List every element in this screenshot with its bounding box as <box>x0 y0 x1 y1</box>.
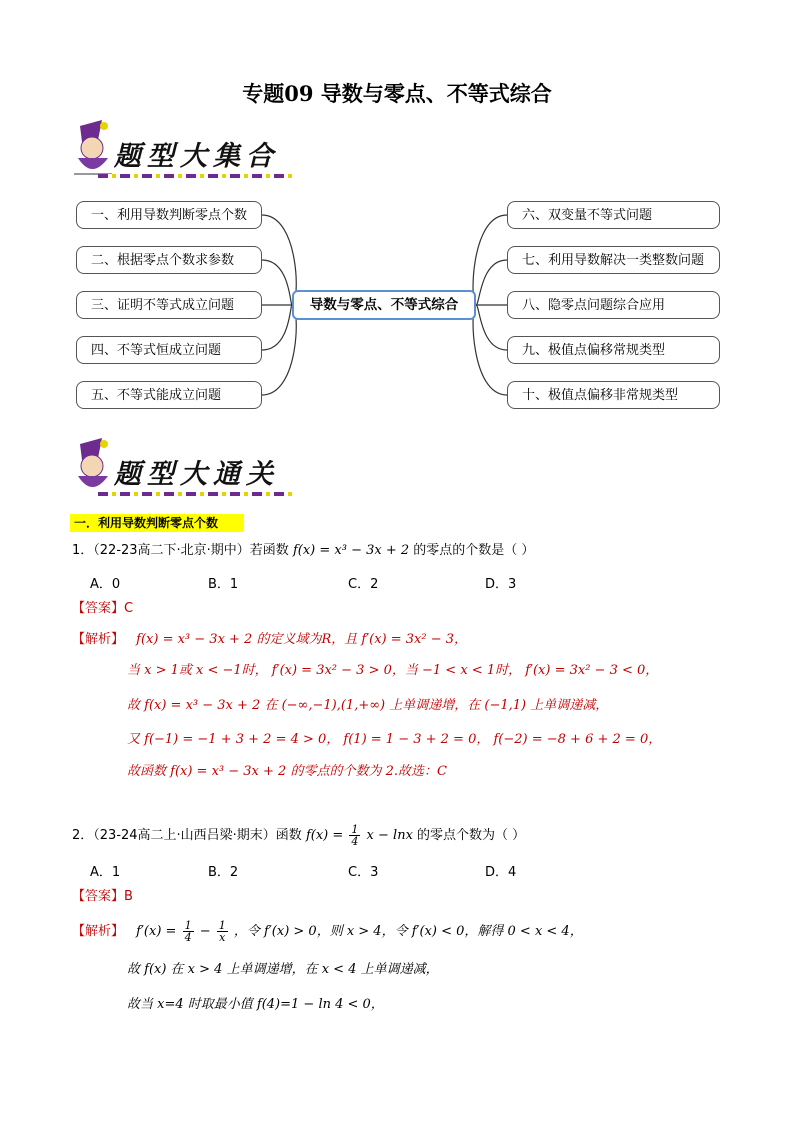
question-1-answer <box>72 599 133 619</box>
mindmap-center: 导数与零点、不等式综合 <box>292 290 476 320</box>
question-1-prompt: 的零点的个数是（ ） <box>413 543 535 558</box>
minus-sign: − <box>199 924 211 939</box>
analysis-label: 【解析】 <box>72 632 125 647</box>
analysis-label: 【解析】 <box>72 924 125 939</box>
wizard-mascot-icon <box>68 436 118 498</box>
option-a: A．0 <box>90 577 121 592</box>
page-title: 专题09 导数与零点、不等式综合 <box>242 81 552 106</box>
question-2-answer <box>72 887 133 907</box>
question-1-analysis-1 <box>72 630 467 650</box>
analysis-line: f(x) = x³ − 3x + 2 的定义域为R，且 f′(x) = 3x² − 3， <box>136 632 468 647</box>
analysis-line: 故 f(x) 在 x > 4 上单调递增，在 x < 4 上单调递减， <box>127 962 439 977</box>
question-1-stem <box>72 541 534 561</box>
answer-value: B <box>124 889 133 904</box>
analysis-derivative: f′(x) = <box>136 924 177 939</box>
answer-value: C <box>124 601 134 616</box>
question-2-stem <box>72 822 525 850</box>
fraction-denominator: 4 <box>351 835 359 848</box>
option-c: C．3 <box>348 865 379 880</box>
mindmap-item-10: 十、极值点偏移非常规类型 <box>507 381 720 409</box>
fraction <box>183 920 194 943</box>
banner-title: 题型大集合 <box>114 141 279 172</box>
question-2-formula-tail: x − lnx <box>366 828 413 843</box>
analysis-line: 故 f(x) = x³ − 3x + 2 在 (−∞,−1),(1,+∞) 上单调递增，在 (−1,1) 上单调递减， <box>127 698 609 713</box>
fraction-numerator: 1 <box>184 919 192 932</box>
section-heading: 一．利用导数判断零点个数 <box>70 514 244 532</box>
answer-label: 【答案】 <box>72 889 125 904</box>
option-a: A．1 <box>90 865 121 880</box>
analysis-line: 当 x > 1或 x < −1时， f′(x) = 3x² − 3 > 0，当 −1 < x < 1时， f′(x) = 3x² − 3 < 0， <box>127 663 659 678</box>
question-1-formula: f(x) = x³ − 3x + 2 <box>292 543 410 558</box>
option-c: C．2 <box>348 577 379 592</box>
analysis-line: ，令 f′(x) > 0，则 x > 4，令 f′(x) < 0，解得 0 < x < 4， <box>233 924 583 939</box>
banner-practice <box>68 436 298 506</box>
mindmap-item-6: 六、双变量不等式问题 <box>507 201 720 229</box>
analysis-line: 又 f(−1) = −1 + 3 + 2 = 4 > 0， f(1) = 1 − 3 + 2 = 0， f(−2) = −8 + 6 + 2 = 0， <box>127 732 662 747</box>
analysis-line: 故函数 f(x) = x³ − 3x + 2 的零点的个数为 2.故选：C <box>127 764 447 779</box>
mindmap-item-1: 一、利用导数判断零点个数 <box>76 201 262 229</box>
fraction-numerator: 1 <box>218 919 226 932</box>
fraction-denominator: x <box>219 931 226 944</box>
answer-label: 【答案】 <box>72 601 125 616</box>
fraction-denominator: 4 <box>184 931 192 944</box>
mindmap-item-5: 五、不等式能成立问题 <box>76 381 262 409</box>
mindmap-item-8: 八、隐零点问题综合应用 <box>507 291 720 319</box>
option-d: D．3 <box>485 577 517 592</box>
mindmap-item-3: 三、证明不等式成立问题 <box>76 291 262 319</box>
question-2-source: 2．（23-24高二上·山西吕梁·期末）函数 <box>72 828 302 843</box>
question-2-prompt: 的零点个数为（ ） <box>417 828 526 843</box>
question-2-analysis-1 <box>72 918 583 946</box>
mindmap-item-4: 四、不等式恒成立问题 <box>76 336 262 364</box>
question-2-fx: f(x) = <box>305 828 344 843</box>
option-b: B．1 <box>208 577 239 592</box>
banner-underline <box>98 492 294 496</box>
question-1-source: 1．（22-23高二下·北京·期中）若函数 <box>72 543 289 558</box>
mindmap-item-2: 二、根据零点个数求参数 <box>76 246 262 274</box>
option-d: D．4 <box>485 865 517 880</box>
analysis-line: 故当 x=4 时取最小值 f(4)=1 − ln 4 < 0， <box>127 997 384 1012</box>
fraction <box>349 824 360 847</box>
mindmap-item-9: 九、极值点偏移常规类型 <box>507 336 720 364</box>
fraction-numerator: 1 <box>351 823 359 836</box>
banner-title: 题型大通关 <box>114 459 279 490</box>
fraction <box>217 920 228 943</box>
mindmap-item-7: 七、利用导数解决一类整数问题 <box>507 246 720 274</box>
option-b: B．2 <box>208 865 239 880</box>
